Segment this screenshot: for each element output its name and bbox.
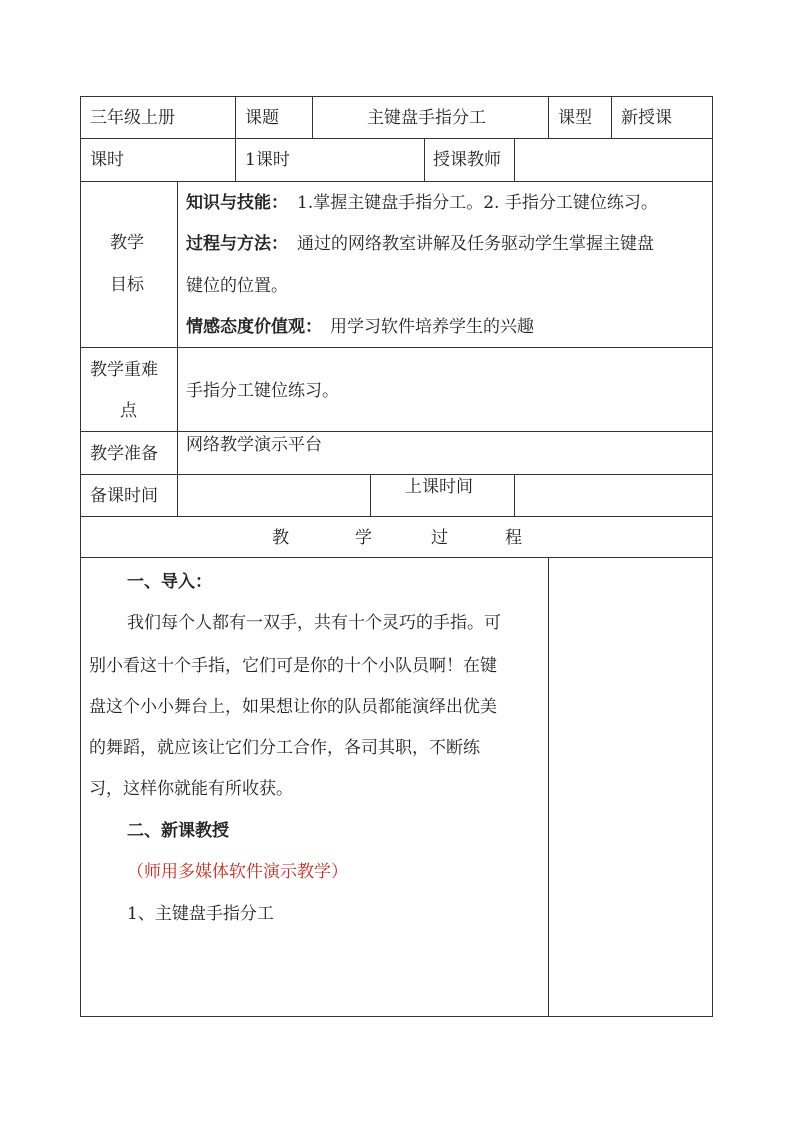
table-border-left	[80, 96, 81, 1017]
process-method-label: 过程与方法：	[186, 234, 288, 254]
col-divider	[514, 138, 515, 181]
item-1: 1、主键盘手指分工	[127, 904, 274, 924]
class-time-label: 上课时间	[405, 477, 473, 497]
knowledge-text: 1.掌握主键盘手指分工。2. 手指分工键位练习。	[297, 193, 658, 213]
process-header-char: 过	[431, 528, 448, 548]
period-label: 课时	[90, 150, 124, 170]
type-value: 新授课	[621, 108, 672, 128]
process-header-char: 教	[272, 528, 289, 548]
col-divider	[611, 96, 612, 138]
key-points-text: 手指分工键位练习。	[186, 381, 339, 401]
prep-time-label: 备课时间	[90, 486, 158, 506]
new-lesson-heading: 二、新课教授	[127, 821, 229, 841]
col-divider	[235, 138, 236, 181]
col-divider	[370, 474, 371, 516]
objectives-label-line2: 目标	[110, 275, 144, 295]
teacher-demo-note: （师用多媒体软件演示教学）	[127, 862, 348, 882]
intro-heading: 一、导入：	[127, 572, 212, 592]
intro-line: 我们每个人都有一双手，共有十个灵巧的手指。可	[127, 613, 501, 633]
table-border-bottom	[80, 1016, 713, 1017]
emotion-label: 情感态度价值观：	[186, 317, 322, 337]
knowledge-label: 知识与技能：	[186, 193, 288, 213]
key-points-label-line2: 点	[120, 401, 137, 421]
process-method-text-1: 通过的网络教室讲解及任务驱动学生掌握主键盘	[297, 234, 654, 254]
period-value: 1课时	[245, 150, 290, 170]
row-divider	[80, 431, 713, 432]
row-divider	[80, 181, 713, 182]
col-divider	[235, 96, 236, 138]
col-divider	[177, 181, 178, 516]
table-border-right	[712, 96, 713, 1017]
emotion-text: 用学习软件培养学生的兴趣	[330, 317, 534, 337]
process-header-char: 程	[505, 528, 522, 548]
row-divider	[80, 557, 713, 558]
col-divider	[548, 96, 549, 138]
process-header-char: 学	[355, 528, 372, 548]
intro-line: 盘这个小小舞台上，如果想让你的队员都能演绎出优美	[89, 697, 497, 717]
topic-label: 课题	[245, 108, 279, 128]
intro-line: 别小看这十个手指，它们可是你的十个小队员啊！在键	[89, 656, 497, 676]
row-divider	[80, 474, 713, 475]
col-divider	[312, 96, 313, 138]
process-method-text-2: 键位的位置。	[186, 276, 288, 296]
key-points-label-line1: 教学重难	[90, 360, 158, 380]
topic-value: 主键盘手指分工	[367, 108, 486, 128]
intro-line: 的舞蹈，就应该让它们分工合作，各司其职，不断练	[89, 738, 480, 758]
col-divider	[548, 557, 549, 1016]
row-divider	[80, 516, 713, 517]
intro-line: 习，这样你就能有所收获。	[89, 779, 293, 799]
table-border-top	[80, 96, 713, 97]
col-divider	[514, 474, 515, 516]
type-label: 课型	[558, 108, 592, 128]
preparation-label: 教学准备	[90, 444, 158, 464]
row-divider	[80, 347, 713, 348]
objectives-label-line1: 教学	[110, 233, 144, 253]
row-divider	[80, 138, 713, 139]
col-divider	[424, 138, 425, 181]
grade-cell: 三年级上册	[90, 108, 175, 128]
teacher-label: 授课教师	[433, 150, 501, 170]
preparation-text: 网络教学演示平台	[186, 435, 322, 455]
